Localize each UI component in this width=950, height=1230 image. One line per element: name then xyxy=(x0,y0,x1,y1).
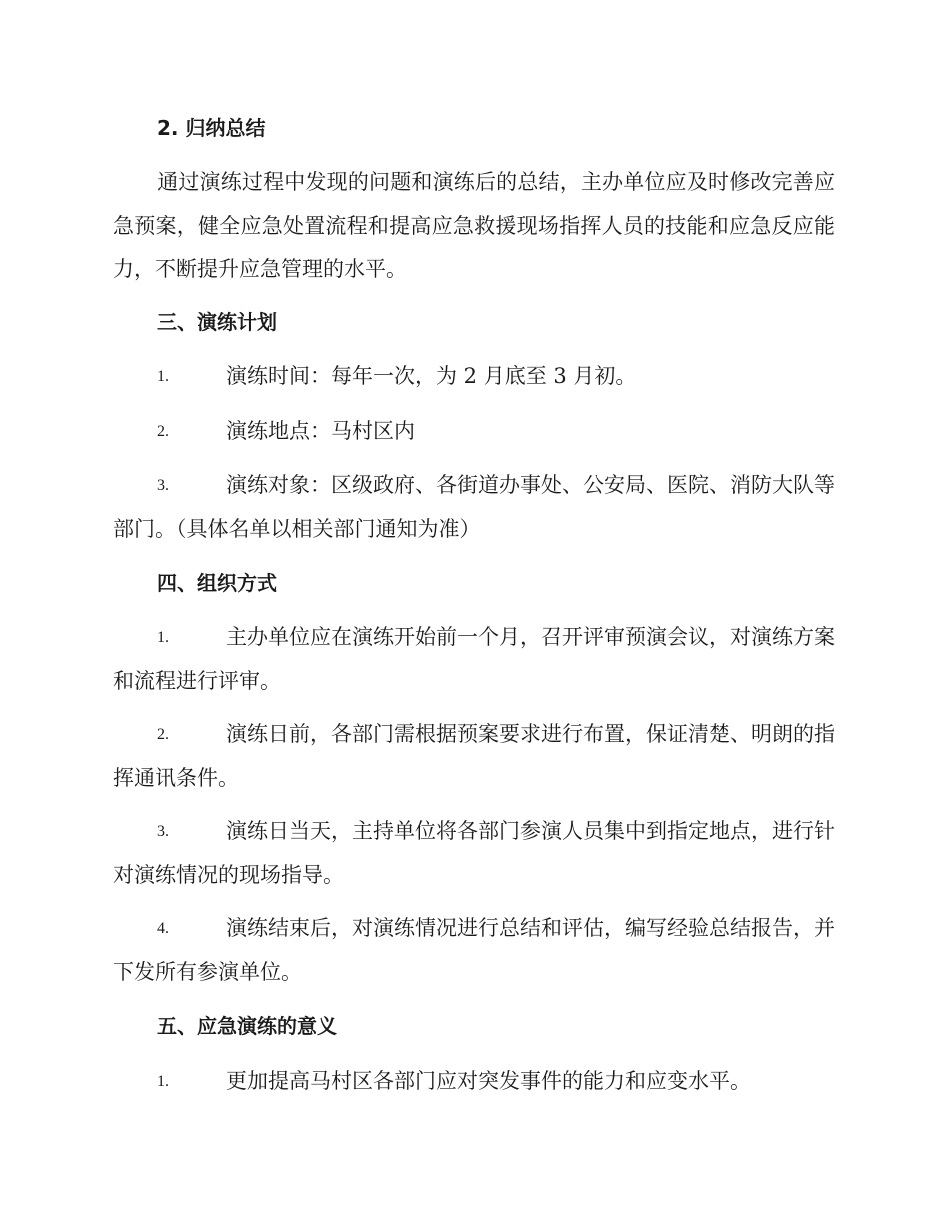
subsection-heading-summary: 2. 归纳总结 xyxy=(157,116,266,140)
list-item: 2. 演练地点：马村区内 xyxy=(157,419,415,443)
section-heading-significance: 五、应急演练的意义 xyxy=(157,1014,337,1038)
list-item: 3. 演练对象：区级政府、各街道办事处、公安局、医院、消防大队等部门。（具体名单以相关部门通知为准） xyxy=(113,473,835,541)
list-item: 1. 更加提高马村区各部门应对突发事件的能力和应变水平。 xyxy=(157,1069,751,1093)
list-item: 1. 演练时间：每年一次，为 2 月底至 3 月初。 xyxy=(157,364,637,388)
list-item: 4. 演练结束后，对演练情况进行总结和评估，编写经验总结报告，并下发所有参演单位。 xyxy=(113,916,835,984)
list-item: 2. 演练日前，各部门需根据预案要求进行布置，保证清楚、明朗的指挥通讯条件。 xyxy=(113,722,835,790)
list-item: 1. 主办单位应在演练开始前一个月，召开评审预演会议，对演练方案和流程进行评审。 xyxy=(113,625,835,693)
summary-paragraph: 通过演练过程中发现的问题和演练后的总结，主办单位应及时修改完善应急预案，健全应急处置流程和提高应急救援现场指挥人员的技能和应急反应能力，不断提升应急管理的水平。 xyxy=(113,170,835,281)
list-item: 3. 演练日当天，主持单位将各部门参演人员集中到指定地点，进行针对演练情况的现场指导。 xyxy=(113,819,835,887)
section-heading-organization: 四、组织方式 xyxy=(157,571,277,595)
section-heading-drill-plan: 三、演练计划 xyxy=(157,310,277,334)
